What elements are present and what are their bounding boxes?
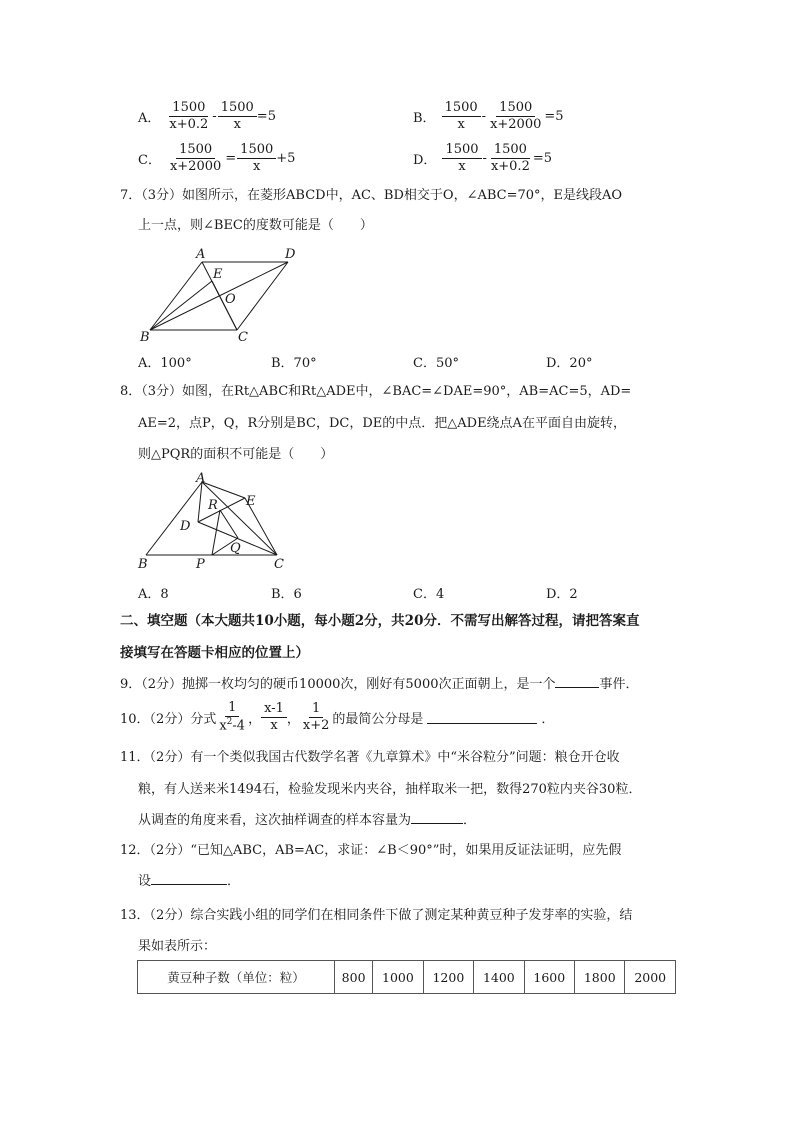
table-cell: 1800 (575, 961, 625, 994)
q6-option-d[interactable]: D． $\frac{1500}{x}$ - $\frac{1500}{x+0.2}$ =5 (413, 142, 553, 175)
q6-option-c[interactable]: C． $\frac{1500}{x+2000}$ = $\frac{1500}{x}$ +5 (138, 142, 296, 175)
q13-stem-line2: 果如表所示： (138, 939, 217, 954)
q12-stem-line2: 设 ． (138, 874, 241, 889)
fraction: $\frac{1500}{x+2000}$ (169, 142, 222, 175)
q7-option-c[interactable]: C．50° (413, 356, 459, 371)
q10-stem: 10．（2分）分式 $\frac{1}{x^2-4}$ ， $\frac{x-1}{x}$ ， $\frac{1}{x+2}$ 的最简公分母是 ． (120, 700, 555, 734)
label-c: C (238, 330, 248, 345)
option-label: C． (138, 153, 161, 169)
option-label: A． (138, 111, 161, 127)
fraction: $\frac{1500}{x}$ (237, 142, 276, 176)
label-a: A (196, 471, 206, 486)
answer-blank[interactable] (555, 675, 599, 688)
q9-stem: 9．（2分）抛掷一枚均匀的硬币10000次，刚好有5000次正面朝上，是一个 事件． (120, 677, 639, 692)
fraction: $\frac{1500}{x+2000}$ (490, 100, 542, 133)
q8-option-b[interactable]: B．6 (271, 587, 302, 602)
section-heading-line1: 二、填空题（本大题共10小题，每小题2分，共20分．不需写出解答过程，请把答案直 (120, 613, 640, 629)
q7-rhombus-figure (130, 240, 320, 350)
q11-stem-line2: 粮，有人送来米1494石，检验发现米内夹谷，抽样取米一把，数得270粒内夹谷30粒． (138, 782, 642, 797)
q8-stem-line3: 则△PQR的面积不可能是（ ） (138, 447, 334, 462)
table-row (138, 961, 676, 994)
q8-option-c[interactable]: C．4 (413, 587, 445, 602)
table-cell: 800 (335, 961, 373, 994)
label-o: O (225, 292, 236, 307)
q6-option-a[interactable]: A． $\frac{1500}{x+0.2}$ - $\frac{1500}{x}$ =5 (138, 100, 276, 133)
label-d: D (180, 519, 191, 534)
answer-blank[interactable] (151, 872, 227, 885)
label-b: B (140, 330, 150, 345)
label-p: P (196, 557, 205, 572)
table-cell: 1000 (373, 961, 423, 994)
q8-option-d[interactable]: D．2 (546, 587, 578, 602)
answer-blank[interactable] (427, 711, 537, 724)
q7-option-b[interactable]: B．70° (271, 356, 317, 371)
q7-stem-line1: 7．（3分）如图所示，在菱形ABCD中，AC、BD相交于O，∠ABC=70°，E是线段AO (120, 188, 623, 203)
q7-option-a[interactable]: A．100° (138, 356, 192, 371)
label-r: R (208, 498, 218, 513)
label-a: A (196, 247, 206, 262)
q7-stem-line2: 上一点，则∠BEC的度数可能是（ ） (138, 218, 373, 233)
fraction: $\frac{1500}{x}$ (218, 100, 257, 134)
fraction: $\frac{1500}{x}$ (442, 100, 481, 134)
table-header-cell: 黄豆种子数（单位：粒） (138, 961, 335, 994)
option-label: B． (413, 111, 436, 127)
q13-stem-line1: 13．（2分）综合实践小组的同学们在相同条件下做了测定某种黄豆种子发芽率的实验，结 (120, 908, 633, 923)
q12-stem-line1: 12．（2分）“已知△ABC，AB=AC，求证：∠B＜90°”时，如果用反证法证明，应先假 (120, 843, 622, 858)
q11-stem-line1: 11．（2分）有一个类似我国古代数学名著《九章算术》中“米谷粒分”问题：粮仓开仓收 (120, 750, 620, 765)
q6-option-b[interactable]: B． $\frac{1500}{x}$ - $\frac{1500}{x+2000}$ =5 (413, 100, 564, 133)
fraction: $\frac{1500}{x}$ (442, 142, 481, 176)
table-cell: 1200 (423, 961, 473, 994)
q8-triangle-figure (130, 470, 300, 574)
option-label: D． (413, 153, 437, 169)
q7-option-d[interactable]: D．20° (546, 356, 593, 371)
table-cell: 1400 (474, 961, 524, 994)
label-e: E (213, 267, 223, 282)
q8-stem-line1: 8．（3分）如图，在Rt△ABC和Rt△ADE中，∠BAC=∠DAE=90°，AB=AC=5，AD= (120, 384, 632, 399)
q8-option-a[interactable]: A．8 (138, 587, 169, 602)
fraction: $\frac{1500}{x+0.2}$ (490, 142, 530, 175)
label-c: C (274, 557, 284, 572)
answer-blank[interactable] (411, 811, 463, 824)
label-q: Q (230, 541, 241, 556)
fraction: $\frac{1}{x^2-4}$ (219, 700, 246, 734)
fraction: $\frac{1}{x+2}$ (302, 700, 330, 733)
fraction: $\frac{x-1}{x}$ (261, 701, 287, 735)
label-b: B (138, 557, 148, 572)
table-cell: 2000 (625, 961, 676, 994)
label-d: D (285, 247, 296, 262)
seed-germination-table (137, 960, 676, 994)
q11-stem-line3: 从调查的角度来看，这次抽样调查的样本容量为 ． (138, 813, 477, 828)
q8-stem-line2: AE=2，点P，Q，R分别是BC，DC，DE的中点．把△ADE绕点A在平面自由旋转， (138, 416, 626, 431)
table-cell: 1600 (524, 961, 574, 994)
label-e: E (246, 494, 256, 509)
section-heading-line2: 接填写在答题卡相应的位置上） (120, 645, 309, 661)
fraction: $\frac{1500}{x+0.2}$ (169, 100, 209, 133)
